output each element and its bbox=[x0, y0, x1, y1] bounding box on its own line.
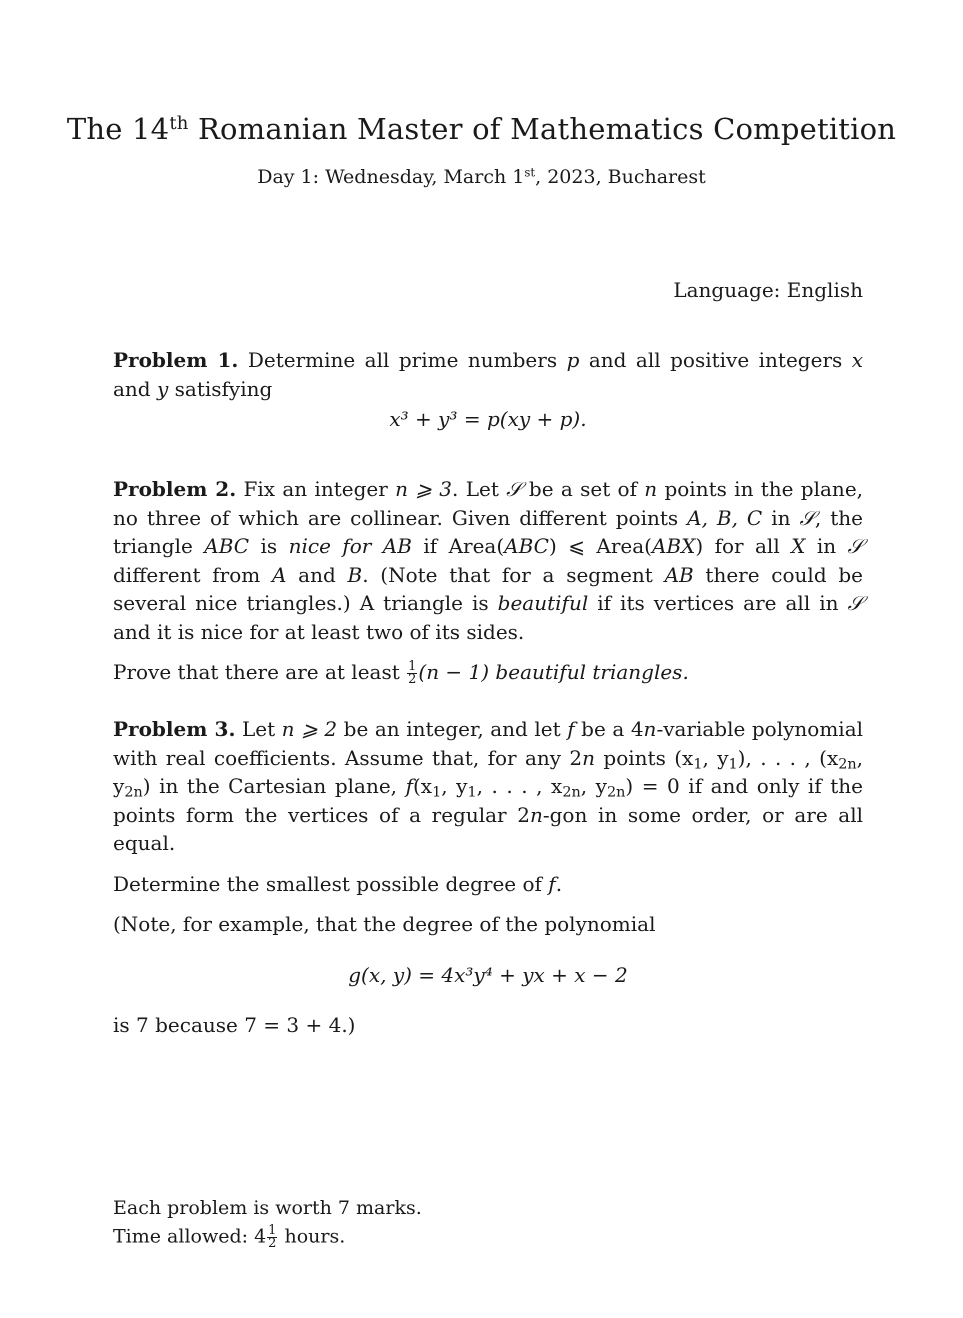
page-subtitle: Day 1: Wednesday, March 1st, 2023, Bucharest bbox=[257, 165, 706, 188]
language-label: Language: English bbox=[673, 278, 863, 302]
fraction-one-half: $\frac{1}{2}$ bbox=[408, 659, 417, 687]
problem-3-task: Determine the smallest possible degree of f. bbox=[113, 871, 563, 896]
problem-1-statement: Problem 1. Determine all prime numbers p and all positive integers x and y satisfying bbox=[113, 348, 864, 401]
marks-note: Each problem is worth 7 marks. bbox=[113, 1197, 422, 1219]
time-allowed: Time allowed: 4 $\frac{1}{2}$ hours. bbox=[113, 1223, 346, 1251]
problem-2 bbox=[113, 475, 863, 687]
problem-3-statement: Problem 3. Let n ⩾ 2 be an integer, and let f be a 4n-variable polynomial with real coefficients. Assume that, for any 2n points ($x_1$, $y_1$), . . . , ($x_{2n}$, $y_{2n}$) in the Cartesian plane, $f(x_1$, $y_1$, . . . , $x_{2n}$, $y_{2n}) = 0$ if and only if the points form the vertices of a regular 2n-gon in some order, or are all equal. bbox=[113, 717, 864, 855]
problem-3-note-end: is 7 because 7 = 3 + 4.) bbox=[113, 1013, 356, 1037]
problem-3-note: (Note, for example, that the degree of the polynomial bbox=[113, 912, 656, 936]
page-title: The 14th Romanian Master of Mathematics Competition bbox=[66, 112, 897, 146]
problem-1-label: Problem 1. bbox=[113, 348, 239, 372]
problem-1-equation: x³ + y³ = p(xy + p). bbox=[389, 407, 587, 431]
problem-3-equation: g(x, y) = 4x³y⁴ + yx + x − 2 bbox=[348, 962, 628, 987]
problem-3-label: Problem 3. bbox=[113, 717, 236, 741]
problem-3 bbox=[113, 715, 863, 1040]
problem-2-statement: Problem 2. Fix an integer n ⩾ 3. Let 𝒮 be a set of n points in the plane, no three of which are collinear. Given different points A, B, C in 𝒮, the triangle ABC is nice for AB if Area(ABC) ⩽ Area(ABX) for all X in 𝒮 different from A and B. (Note that for a segment AB there could be several nice triangles.) A triangle is beautiful if its vertices are all in 𝒮 and it is nice for at least two of its sides. bbox=[113, 477, 864, 644]
problem-2-task: Prove that there are at least $\frac{1}{2}$ (n − 1) beautiful triangles. bbox=[113, 659, 689, 687]
fraction-one-half: $\frac{1}{2}$ bbox=[268, 1223, 277, 1251]
problem-1 bbox=[113, 346, 863, 434]
problem-2-label: Problem 2. bbox=[113, 477, 237, 501]
